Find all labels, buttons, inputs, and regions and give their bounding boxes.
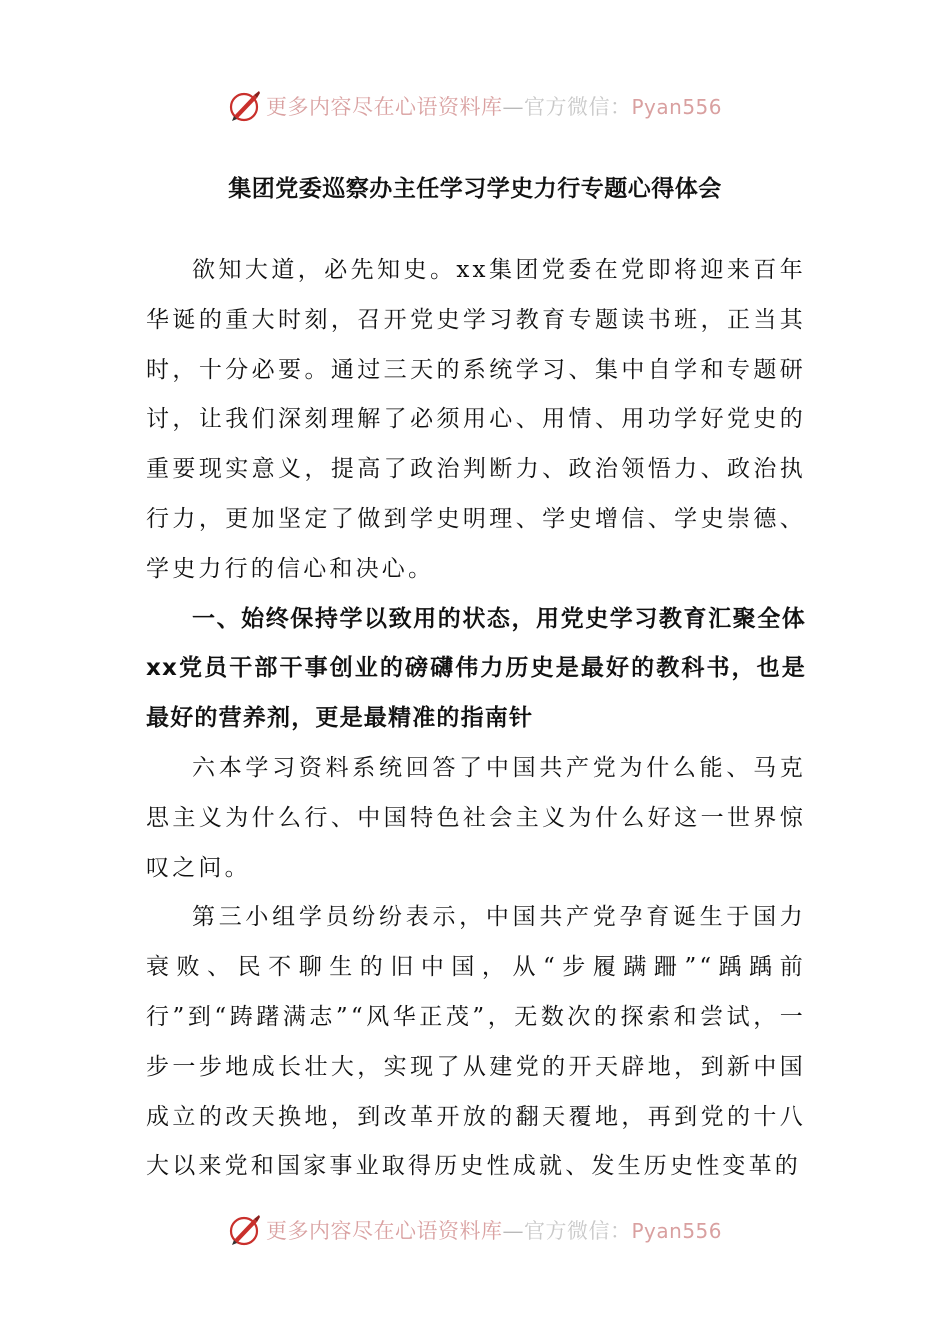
- pen-logo-icon: [228, 1213, 262, 1247]
- watermark-banner-top: [0, 86, 950, 126]
- watermark-site-text: 更多内容尽在心语资料库: [265, 1219, 503, 1243]
- paragraph-intro: 欲知大道，必先知史。xx集团党委在党即将迎来百年华诞的重大时刻，召开党史学习教育专题读书班，正当其时，十分必要。通过三天的系统学习、集中自学和专题研讨，让我们深刻理解了必须用心、用情、用功学好党史的重要现实意义，提高了政治判断力、政治领悟力、政治执行力，更加坚定了做到学史明理、学史增信、学史崇德、学史力行的信心和决心。: [146, 257, 806, 582]
- section-heading-1: 一、始终保持学以致用的状态，用党史学习教育汇聚全体xx党员干部干事创业的磅礴伟力历史是最好的教科书，也是最好的营养剂，更是最精准的指南针: [146, 605, 806, 732]
- watermark-wechat-id: Pyan556: [631, 1219, 722, 1243]
- pen-logo-icon: [228, 89, 262, 123]
- watermark-dash: —: [502, 1219, 524, 1243]
- watermark-wechat-label: 官方微信：: [523, 95, 632, 119]
- watermark-dash: —: [502, 95, 524, 119]
- watermark-site-text: 更多内容尽在心语资料库: [265, 95, 503, 119]
- watermark-wechat-id: Pyan556: [631, 95, 722, 119]
- paragraph-study-materials: 六本学习资料系统回答了中国共产党为什么能、马克思主义为什么行、中国特色社会主义为什么好这一世界惊叹之问。: [146, 754, 806, 881]
- watermark-text: [266, 1215, 722, 1245]
- document-title: 集团党委巡察办主任学习学史力行专题心得体会: [228, 176, 722, 202]
- paragraph-group-three: 第三小组学员纷纷表示，中国共产党孕育诞生于国力衰败、民不聊生的旧中国，从“步履蹒跚”“踽踽前行”到“踌躇满志”“风华正茂”，无数次的探索和尝试，一步一步地成长壮大，实现了从建党的开天辟地，到新中国成立的改天换地，到改革开放的翻天覆地，再到党的十八大以来党和国家事业取得历史性成就、发生历史性变革的: [146, 904, 806, 1180]
- watermark-wechat-label: 官方微信：: [523, 1219, 632, 1243]
- watermark-banner-bottom: [0, 1210, 950, 1250]
- watermark-text: [266, 91, 722, 121]
- document-body: [146, 246, 806, 1192]
